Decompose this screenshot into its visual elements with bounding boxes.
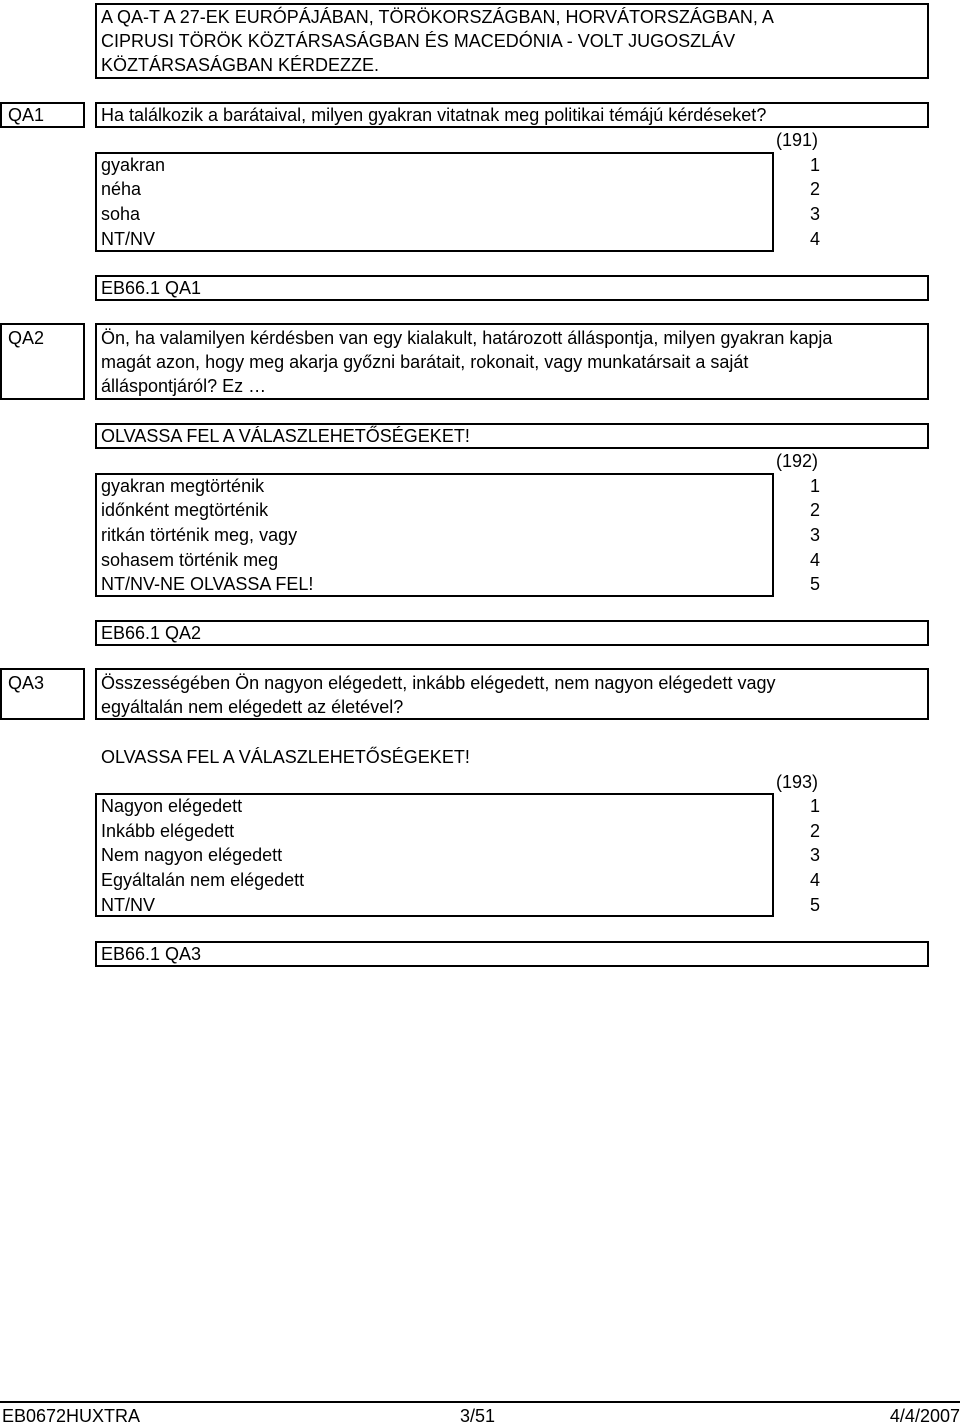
qa2-option-label: sohasem történik meg (101, 550, 279, 570)
qa1-code: QA1 (8, 105, 45, 125)
qa3-option-value: 3 (809, 845, 820, 865)
qa3-column-code: (193) (776, 772, 819, 792)
qa2-question-line-1: Ön, ha valamilyen kérdésben van egy kialakult, határozott álláspontja, milyen gyakran kapja (101, 328, 833, 348)
qa3-question-line-1: Összességében Ön nagyon elégedett, inkább elégedett, nem nagyon elégedett vagy (101, 673, 776, 693)
qa3-question-line-2: egyáltalán nem elégedett az életével? (101, 697, 404, 717)
qa3-code: QA3 (8, 673, 45, 693)
header-line-3: KÖZTÁRSASÁGBAN KÉRDEZZE. (101, 55, 380, 75)
qa2-option-label: gyakran megtörténik (101, 476, 265, 496)
qa3-ref: EB66.1 QA3 (101, 944, 202, 964)
qa2-option-value: 4 (809, 550, 820, 570)
qa2-option-value: 2 (809, 500, 820, 520)
qa1-option-label: néha (101, 179, 142, 199)
qa1-ref: EB66.1 QA1 (101, 278, 202, 298)
qa3-option-label: Nagyon elégedett (101, 796, 243, 816)
qa2-option-value: 1 (809, 476, 820, 496)
footer-doc-id: EB0672HUXTRA (2, 1406, 141, 1426)
qa3-instruction: OLVASSA FEL A VÁLASZLEHETŐSÉGEKET! (101, 747, 470, 767)
qa2-option-value: 5 (809, 574, 820, 594)
qa1-option-value: 4 (809, 229, 820, 249)
footer-date: 4/4/2007 (889, 1406, 960, 1426)
qa3-option-label: Egyáltalán nem elégedett (101, 870, 305, 890)
qa2-option-label: ritkán történik meg, vagy (101, 525, 298, 545)
qa2-question-line-2: magát azon, hogy meg akarja győzni barátait, rokonait, vagy munkatársait a saját (101, 352, 749, 372)
qa3-option-value: 1 (809, 796, 820, 816)
qa1-option-label: soha (101, 204, 141, 224)
qa1-option-label: NT/NV (101, 229, 155, 249)
header-line-2: CIPRUSI TÖRÖK KÖZTÁRSASÁGBAN ÉS MACEDÓNIA - VOLT JUGOSZLÁV (101, 31, 736, 51)
qa2-option-label: NT/NV-NE OLVASSA FEL! (101, 574, 314, 594)
qa1-option-value: 2 (809, 179, 820, 199)
qa1-ref-box (95, 275, 929, 301)
qa2-column-code: (192) (776, 451, 819, 471)
qa2-option-label: időnként megtörténik (101, 500, 269, 520)
qa3-option-value: 2 (809, 821, 820, 841)
qa2-code: QA2 (8, 328, 45, 348)
qa1-option-value: 3 (809, 204, 820, 224)
qa3-option-value: 5 (809, 895, 820, 915)
qa3-ref-box (95, 941, 929, 967)
qa2-instruction: OLVASSA FEL A VÁLASZLEHETŐSÉGEKET! (101, 426, 470, 446)
qa2-question-line-3: álláspontjáról? Ez … (101, 376, 267, 396)
qa2-ref: EB66.1 QA2 (101, 623, 202, 643)
qa3-option-value: 4 (809, 870, 820, 890)
header-line-1: A QA-T A 27-EK EURÓPÁJÁBAN, TÖRÖKORSZÁGBAN, HORVÁTORSZÁGBAN, A (101, 7, 774, 27)
qa2-ref-box (95, 620, 929, 646)
qa1-question: Ha találkozik a barátaival, milyen gyakran vitatnak meg politikai témájú kérdéseket? (101, 105, 767, 125)
qa1-option-value: 1 (809, 155, 820, 175)
qa3-option-label: Inkább elégedett (101, 821, 235, 841)
footer-rule (0, 1401, 960, 1403)
qa2-option-value: 3 (809, 525, 820, 545)
qa1-option-label: gyakran (101, 155, 166, 175)
qa1-options-box (95, 152, 774, 252)
qa1-column-code: (191) (776, 130, 819, 150)
qa3-option-label: Nem nagyon elégedett (101, 845, 283, 865)
footer-page: 3/51 (460, 1406, 496, 1426)
qa3-option-label: NT/NV (101, 895, 155, 915)
